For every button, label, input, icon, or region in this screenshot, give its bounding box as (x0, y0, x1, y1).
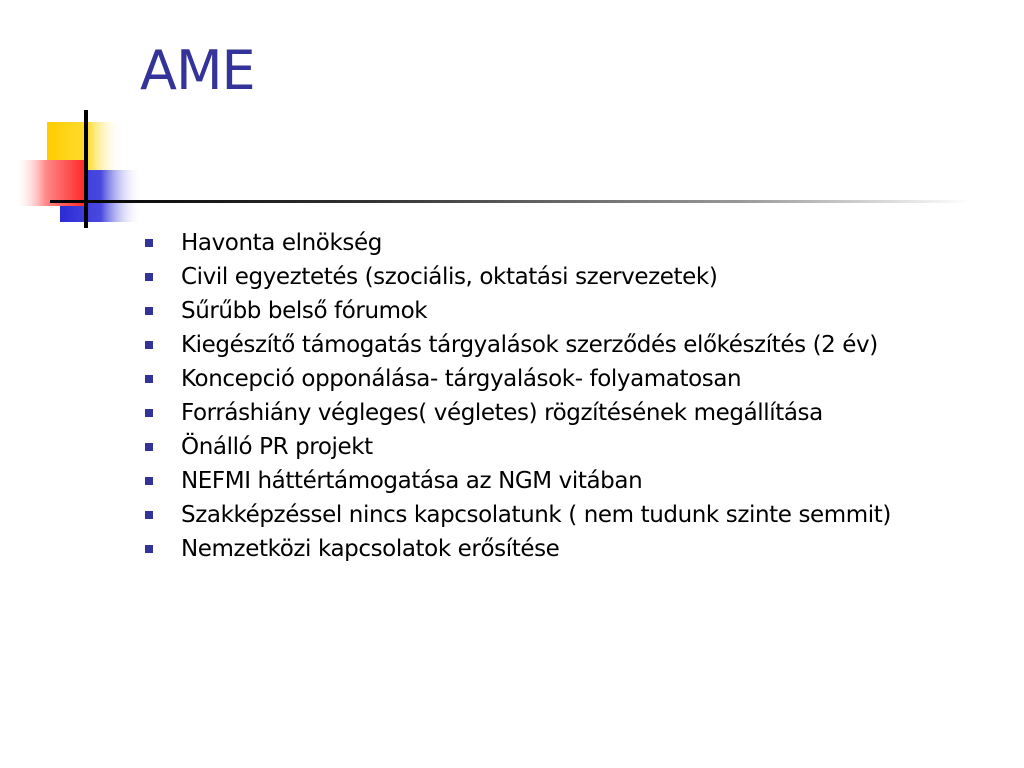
bullet-text: Sűrűbb belső fórumok (181, 298, 428, 324)
square-bullet-icon (145, 443, 153, 451)
square-bullet-icon (145, 239, 153, 247)
deco-vertical-line (84, 110, 88, 228)
deco-horizontal-rule (50, 200, 970, 203)
list-item (140, 260, 1010, 294)
list-item (140, 226, 1010, 260)
square-bullet-icon (145, 409, 153, 417)
square-bullet-icon (145, 511, 153, 519)
bullet-text: Szakképzéssel nincs kapcsolatunk ( nem tudunk szinte semmit) (181, 502, 891, 528)
list-item (140, 362, 1010, 396)
square-bullet-icon (145, 375, 153, 383)
list-item (140, 532, 1010, 566)
list-item (140, 396, 1010, 430)
bullet-text: Koncepció opponálása- tárgyalások- folyamatosan (181, 366, 742, 392)
bullet-list (140, 226, 1010, 566)
bullet-text: NEFMI háttértámogatása az NGM vitában (181, 468, 643, 494)
bullet-text: Forráshiány végleges( végletes) rögzítésének megállítása (181, 400, 823, 426)
list-item (140, 430, 1010, 464)
list-item (140, 498, 1010, 532)
square-bullet-icon (145, 307, 153, 315)
decorative-header-graphic (0, 0, 1024, 240)
bullet-text: Civil egyeztetés (szociális, oktatási szervezetek) (181, 264, 718, 290)
square-bullet-icon (145, 341, 153, 349)
square-bullet-icon (145, 477, 153, 485)
bullet-text: Kiegészítő támogatás tárgyalások szerződés előkészítés (2 év) (181, 332, 878, 358)
bullet-text: Havonta elnökség (181, 230, 382, 256)
bullet-text: Nemzetközi kapcsolatok erősítése (181, 536, 560, 562)
slide-title: AME (140, 39, 255, 102)
square-bullet-icon (145, 273, 153, 281)
list-item (140, 294, 1010, 328)
square-bullet-icon (145, 545, 153, 553)
bullet-text: Önálló PR projekt (181, 434, 373, 460)
list-item (140, 328, 1010, 362)
list-item (140, 464, 1010, 498)
deco-red-square (14, 160, 84, 206)
